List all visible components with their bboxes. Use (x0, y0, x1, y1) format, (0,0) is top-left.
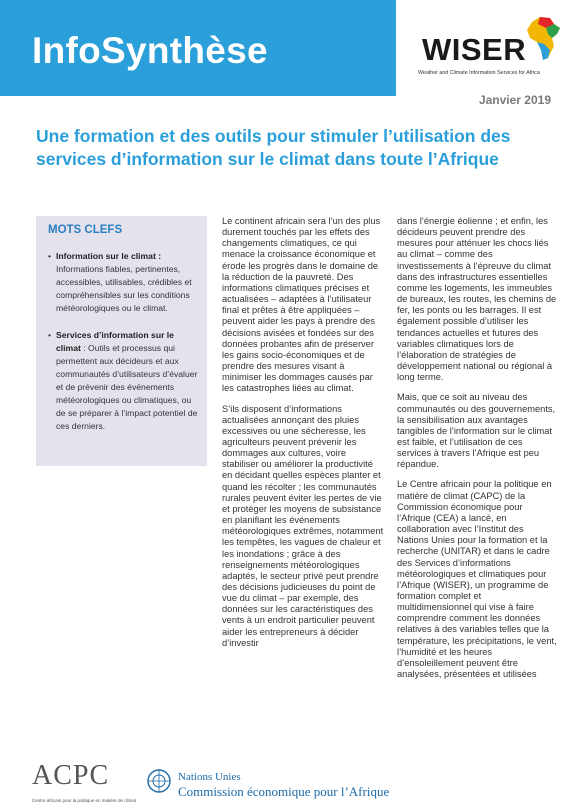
africa-map-icon (524, 14, 564, 64)
keywords-box (36, 216, 207, 466)
keyword-item (48, 250, 199, 315)
un-name: Nations Unies (178, 771, 241, 783)
wiser-logo (412, 14, 572, 84)
banner-title: InfoSynthèse (32, 30, 268, 71)
body-paragraph: Mais, que ce soit au niveau des communautés ou des gouvernements, la sensibilisation aux avantages tangibles de l’information sur le climat est faible, et l’utilisation de ces services à travers l’Afrique est peu répandue. (397, 392, 556, 470)
un-emblem-icon (146, 768, 172, 794)
keyword-definition: Informations fiables, pertinentes, accessibles, utilisables, crédibles et compréhensibles sur les conditions météorologiques ou le climat. (56, 264, 192, 313)
publication-date: Janvier 2019 (478, 93, 551, 107)
infosynthese-banner (0, 0, 396, 96)
keywords-heading: MOTS CLEFS (48, 224, 123, 236)
keyword-item (48, 329, 199, 433)
acpc-logo: ACPC (32, 760, 110, 791)
bullet-icon: • (48, 251, 52, 261)
bullet-icon: • (48, 330, 52, 340)
page-title: Une formation et des outils pour stimuler l’utilisation des services d’information sur le climat dans toute l’Afrique (36, 126, 511, 169)
wiser-logo-word: WISER (422, 32, 527, 67)
body-paragraph: Le continent africain sera l’un des plus durement touchés par les effets des changements climatiques, ce qui menace la croissance économique et érode les progrès dans le domaine de la réduction de la pauvreté. Des informations climatiques précises et actualisées – adaptées à l’utilisateur final et prêtes à être appliquées – peuvent aider les pays à prendre des décisions avisées et fondées sur des données probantes afin de préserver les gains socio-économiques et de prendre des mesures visant à minimiser les dommages causés par les catastrophes liées au climat. (222, 216, 381, 394)
keyword-definition: : Outils et processus qui permettent aux décideurs et aux communautés d’utilisateurs d’évaluer et de prévenir des événements météorologiques ou climatiques, ou de se préparer à l’impact potentiel de ces derniers. (56, 343, 198, 431)
wiser-logo-subtitle: Weather and Climate Information Services for Africa (418, 70, 540, 76)
body-column-right (397, 216, 557, 689)
body-paragraph: dans l’énergie éolienne ; et enfin, les décideurs peuvent prendre des mesures pour atténuer les chocs liés au climat – comme des investissements à l’épreuve du climat dans des infrastructures essentielles comme les logements, les immeubles de bureaux, les routes, les chemins de fer, les ponts ou les barrages. Il est également possible d’utiliser les tendances actuelles et futures des variables climatiques lors de l’élaboration de stratégies de développement national ou régional à long terme. (397, 216, 557, 383)
header (0, 0, 581, 107)
body-paragraph: Le Centre africain pour la politique en matière de climat (CAPC) de la Commission économique pour l’Afrique (CEA) a lancé, en collaboration avec l’Institut des Nations Unies pour la formation et la recherche (UNITAR) et dans le cadre des Services d’informations météorologiques et climatiques pour l’Afrique (WISER), un programme de formation complet et multidimensionnel qui vise à faire comprendre comment les données relatives à des variables telles que la température, les précipitations, le vent, l’humidité et les heures d’ensoleillement peuvent être analysées, présentées et utilisées (397, 479, 557, 680)
un-commission: Commission économique pour l’Afrique (178, 784, 390, 799)
keyword-term: Information sur le climat : (56, 251, 162, 261)
keyword-term: Services d’information sur le climat (56, 330, 174, 353)
acpc-subtitle: Centre africain pour la politique en matière de climat (32, 798, 137, 803)
body-paragraph: S’ils disposent d’informations actualisées annonçant des pluies excessives ou une sécheresse, les agriculteurs peuvent prévenir les dommages aux cultures, voire stabiliser ou améliorer la productivité en décidant quelles espèces planter et quand les récolter ; les communautés rurales peuvent éviter les pertes de vie et protéger les moyens de subsistance en planifiant les événements météorologiques extrêmes, notamment les tempêtes, les vagues de chaleur et les inondations ; grâce à des renseignements météorologiques adaptés, le secteur privé peut prendre des décisions judicieuses du point de vue du climat – par exemple, des données sur les caractéristiques des vents à un endroit particulier peuvent aider les entrepreneurs à décider d’investir (222, 403, 384, 648)
body-column-middle (222, 216, 384, 658)
footer (0, 758, 581, 811)
